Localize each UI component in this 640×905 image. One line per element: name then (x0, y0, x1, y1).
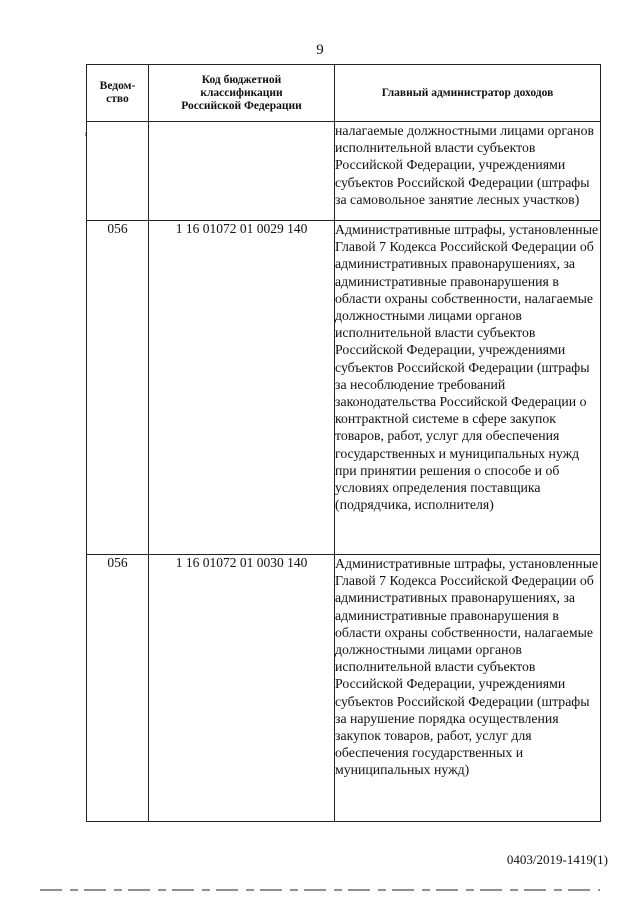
administrator-description: Административные штрафы, установленные Главой 7 Кодекса Российской Федерации об административных правонарушениях, за административные правонарушения в области охраны собственности, налагаемые должностными лицами органов исполнительной власти субъектов Российской Федерации, учреждениями субъектов Российской Федерации (штрафы за несоблюдение требований законодательства Российской Федерации о контрактной системе в сфере закупок товаров, работ, услуг для обеспечения государственных и муниципальных нужд при принятии решения о способе и об условиях определения поставщика (подрядчика, исполнителя) (335, 221, 601, 555)
budget-code-cell: 1 16 01072 01 0030 140 (149, 555, 335, 822)
table-row (87, 221, 601, 555)
table-row (87, 555, 601, 822)
administrator-description: налагаемые должностными лицами органов исполнительной власти субъектов Российской Федерации, учреждениями субъектов Российской Федерации (штрафы за самовольное занятие лесных участков) (335, 122, 601, 221)
table-row (87, 122, 601, 221)
header-department: Ведом- ство (87, 65, 149, 122)
department-cell: 056 (87, 555, 149, 822)
department-cell: 056 (87, 221, 149, 555)
document-number: 0403/2019-1419(1) (506, 852, 608, 867)
budget-code-cell (149, 122, 335, 221)
budget-code-cell: 1 16 01072 01 0029 140 (149, 221, 335, 555)
table-header-row (87, 65, 601, 122)
footer-scan-artifact (40, 889, 600, 891)
department-cell (87, 122, 149, 221)
administrator-description: Административные штрафы, установленные Главой 7 Кодекса Российской Федерации об административных правонарушениях, за административные правонарушения в области охраны собственности, налагаемые должностными лицами органов исполнительной власти субъектов Российской Федерации, учреждениями субъектов Российской Федерации (штрафы за нарушение порядка осуществления закупок товаров, работ, услуг для обеспечения государственных и муниципальных нужд) (335, 555, 601, 822)
header-administrator: Главный администратор доходов (335, 65, 601, 122)
header-budget-code: Код бюджетной классификации Российской Федерации (149, 65, 335, 122)
margin-mark: ʼ (84, 130, 88, 144)
page-number: 9 (316, 42, 324, 58)
revenue-table (86, 64, 601, 822)
